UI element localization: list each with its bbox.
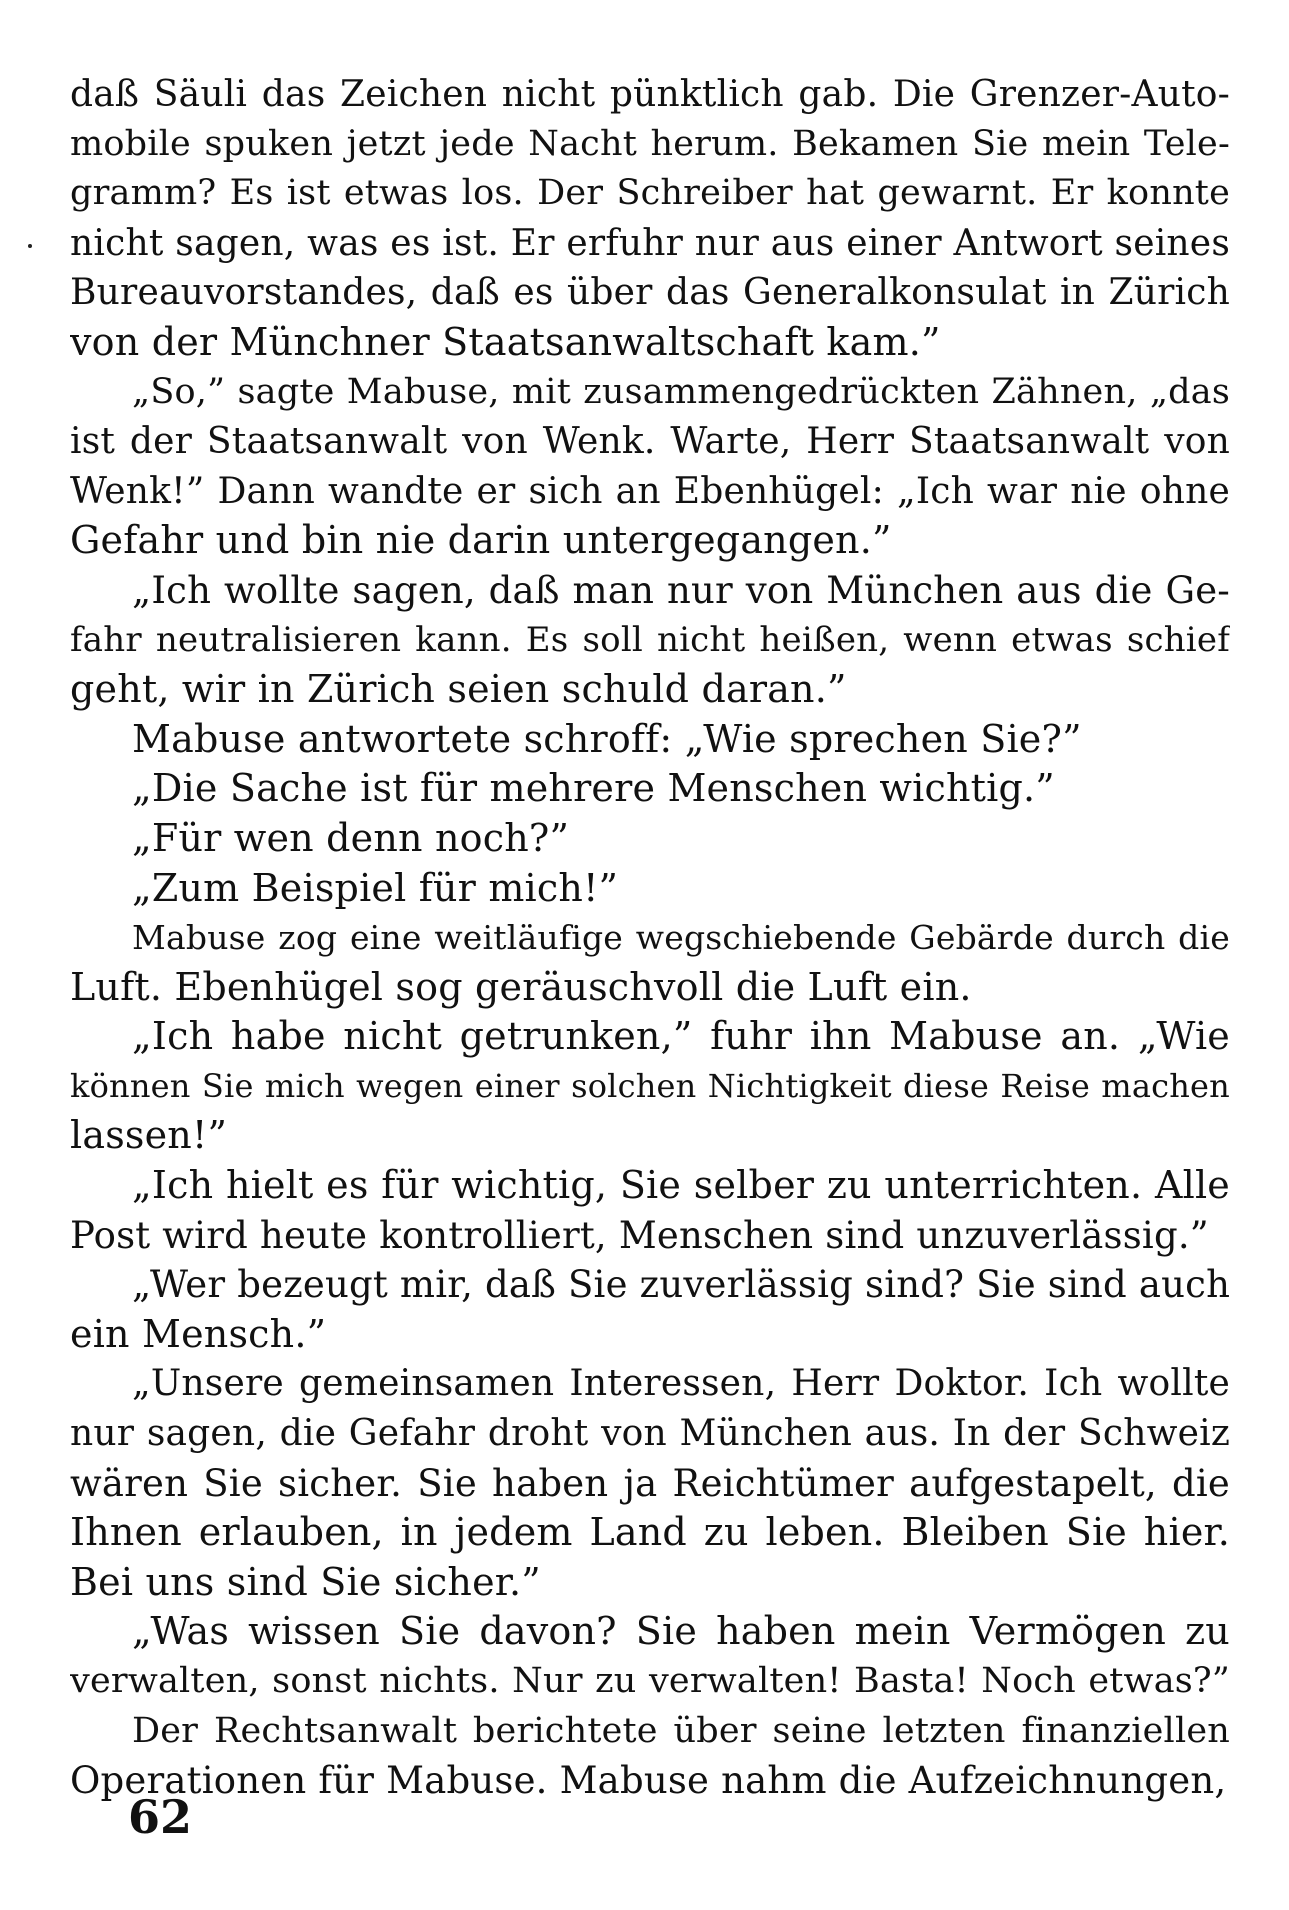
text-line: Mabuse antwortete schroff: „Wie sprechen Sie?” xyxy=(132,716,1082,761)
text-line: „So,” sagte Mabuse, mit zusammengedrückten Zähnen, „das xyxy=(132,371,1230,412)
text-line: Mabuse zog eine weitläufige wegschiebende Gebärde durch die xyxy=(132,918,1230,958)
text-line: Luft. Ebenhügel sog geräuschvoll die Luft ein. xyxy=(70,964,972,1009)
text-line: nur sagen, die Gefahr droht von München aus. In der Schweiz xyxy=(70,1413,1230,1455)
text-line: daß Säuli das Zeichen nicht pünktlich gab. Die Grenzer-Auto- xyxy=(70,74,1230,115)
text-line: Gefahr und bin nie darin untergegangen.” xyxy=(70,518,892,563)
body-text xyxy=(70,70,1230,1806)
text-line: „Ich wollte sagen, daß man nur von München aus die Ge- xyxy=(132,568,1230,612)
text-line: können Sie mich wegen einer solchen Nichtigkeit diese Reise machen xyxy=(70,1066,1230,1105)
text-line: wären Sie sicher. Sie haben ja Reichtümer aufgestapelt, die xyxy=(70,1461,1230,1505)
text-line: „Ich habe nicht getrunken,” fuhr ihn Mabuse an. „Wie xyxy=(132,1014,1230,1059)
text-line: Wenk!” Dann wandte er sich an Ebenhügel: „Ich war nie ohne xyxy=(70,470,1230,512)
text-line: Bureauvorstandes, daß es über das Generalkonsulat in Zürich xyxy=(70,272,1230,314)
text-line: „Ich hielt es für wichtig, Sie selber zu unterrichten. Alle xyxy=(132,1163,1230,1208)
text-line: „Wer bezeugt mir, daß Sie zuverlässig sind? Sie sind auch xyxy=(132,1263,1230,1307)
text-line: geht, wir in Zürich seien schuld daran.” xyxy=(70,667,847,712)
text-line: „Unsere gemeinsamen Interessen, Herr Doktor. Ich wollte xyxy=(132,1363,1230,1405)
text-line: mobile spuken jetzt jede Nacht herum. Bekamen Sie mein Tele- xyxy=(70,123,1230,164)
text-line: „Die Sache ist für mehrere Menschen wichtig.” xyxy=(132,766,1055,811)
page-number: 62 xyxy=(128,1790,193,1844)
text-line: von der Münchner Staatsanwaltschaft kam.” xyxy=(70,319,941,364)
text-line: lassen!” xyxy=(70,1113,228,1158)
text-line: „Zum Beispiel für mich!” xyxy=(132,865,619,910)
text-line: gramm? Es ist etwas los. Der Schreiber hat gewarnt. Er konnte xyxy=(70,173,1230,214)
text-line: ist der Staatsanwalt von Wenk. Warte, Herr Staatsanwalt von xyxy=(70,421,1230,463)
text-line: Operationen für Mabuse. Mabuse nahm die Aufzeichnungen, xyxy=(70,1759,1227,1803)
text-line: nicht sagen, was es ist. Er erfuhr nur aus einer Antwort seines xyxy=(70,222,1230,264)
text-line: fahr neutralisieren kann. Es soll nicht heißen, wenn etwas schief xyxy=(70,619,1230,660)
text-line: ein Mensch.” xyxy=(70,1311,327,1356)
text-line: Der Rechtsanwalt berichtete über seine letzten finanziellen xyxy=(132,1710,1230,1751)
text-line: „Was wissen Sie davon? Sie haben mein Vermögen zu xyxy=(132,1609,1230,1654)
margin-mark xyxy=(28,244,32,248)
text-line: verwalten, sonst nichts. Nur zu verwalten! Basta! Noch etwas?” xyxy=(70,1661,1230,1701)
text-line: Ihnen erlauben, in jedem Land zu leben. Bleiben Sie hier. xyxy=(70,1510,1230,1555)
text-line: Post wird heute kontrolliert, Menschen sind unzuverlässig.” xyxy=(70,1213,1209,1257)
text-line: Bei uns sind Sie sicher.” xyxy=(70,1559,541,1604)
text-line: „Für wen denn noch?” xyxy=(132,815,570,860)
